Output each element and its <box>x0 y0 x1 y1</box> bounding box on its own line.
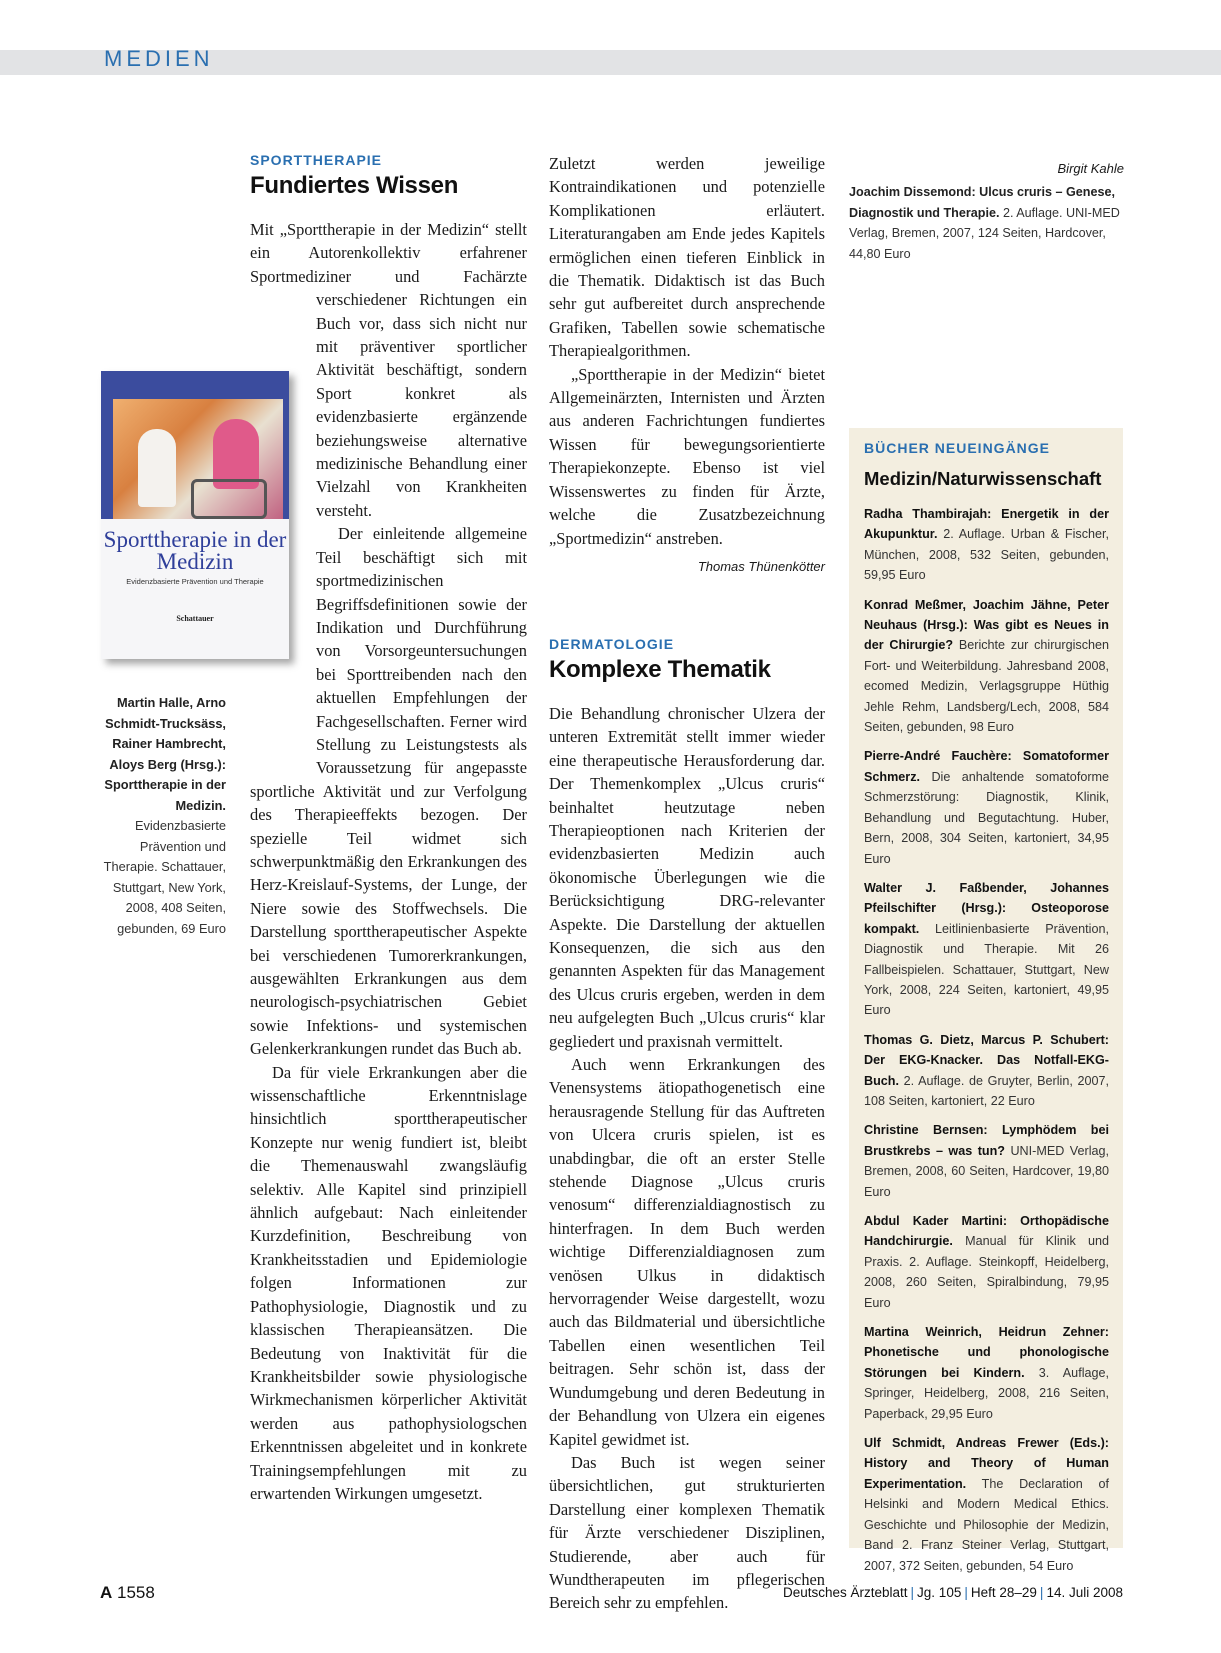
book-entry-details: Berichte zur chirurgischen Fort- und Weiterbildung. Jahresband 2008, ecomed Medizin, Verlagsgruppe Hüthig Jehle Rehm, Landsberg/Lech, 2008, 584 Seiten, gebunden, 98 Euro <box>864 638 1109 735</box>
review1-kicker: SPORTTHERAPIE <box>250 152 383 168</box>
page-number-value: 1558 <box>117 1583 155 1602</box>
column-3 <box>849 152 1124 264</box>
book-entry-title: Thomas G. Dietz, Marcus P. Schubert: Der EKG-Knacker. Das Notfall-EKG-Buch. <box>864 1032 1109 1088</box>
book-entry-details: 3. Auflage, Springer, Heidelberg, 2008, 216 Seiten, Paperback, 29,95 Euro <box>864 1365 1109 1421</box>
review1-paragraph: Der einleitende allgemeine Teil beschäftigt sich mit sportmedizinischen Begriffsdefinitionen sowie der Indikation und Durchführung von Vorsorgeuntersuchungen bei Sporttreibenden nach den aktuellen Empfehlungen der Fachgesellschaften. Ferner wird Stellung zu Leistungstests als Voraussetzung für angepasste sportliche Aktivität und zur Verfolgung des Therapieeffekts bezogen. Der spezielle Teil widmet sich schwerpunktmäßig den Erkrankungen des Herz-Kreislauf-Systems, der Lunge, der Niere sowie des Stoffwechsels. Die Darstellung sporttherapeutischer Aspekte bei verschiedenen Tumorerkrankungen, ausgewählten Erkrankungen aus dem neurologisch-psychiatrischen Gebiet sowie Infektions- und systemischen Gelenkerkrankungen rundet das Buch ab. <box>250 524 527 1059</box>
book-entry-details: Manual für Klinik und Praxis. 2. Auflage. Steinkopff, Heidelberg, 2008, 260 Seiten, Spiralbindung, 79,95 Euro <box>864 1234 1110 1310</box>
book-entry <box>864 504 1109 586</box>
books-title: Medizin/Naturwissenschaft <box>864 468 1102 489</box>
cover-publisher: Schattauer <box>176 614 214 623</box>
book-entry-title: Walter J. Faßbender, Johannes Pfeilschifter (Hrsg.): Osteoporose kompakt. <box>864 880 1109 936</box>
book-entry <box>864 1322 1109 1424</box>
book-entry-title: Pierre-André Fauchère: Somatoformer Schmerz. <box>864 749 1109 784</box>
journal-date: 14. Juli 2008 <box>1046 1585 1123 1600</box>
review2-ref-details: 2. Auflage. UNI-MED Verlag, Bremen, 2007, 124 Seiten, Hardcover, 44,80 Euro <box>849 205 1120 261</box>
new-books-box <box>849 428 1123 1573</box>
book-entry <box>864 878 1109 1021</box>
book-entry-details: 2. Auflage. Urban & Fischer, München, 2008, 532 Seiten, gebunden, 59,95 Euro <box>864 527 1109 583</box>
review1-continued <box>549 152 825 574</box>
book-entry-title: Ulf Schmidt, Andreas Frewer (Eds.): History and Theory of Human Experimentation. <box>864 1436 1109 1491</box>
review2-paragraph: Auch wenn Erkrankungen des Venensystems ätiopathogenetisch eine herausragende Stellung für das Auftreten von Ulcera cruris spielen, ist es unabdingbar, die oft an erster Stelle stehende Diagnose „Ulcus cruris venosum“ differenzialdiagnostisch zu hinterfragen. In dem Buch werden wichtige Differenzialdiagnosen zum venösen Ulkus in didaktisch hervorragender Weise dargestellt, wozu auch das Bildmaterial und übersichtliche Tabellen einen wesentlichen Teil beitragen. Sehr schön ist, dass der Wundumgebung und deren Bedeutung in der Behandlung von Ulzera ein eigenes Kapitel gewidmet ist. <box>549 1055 825 1449</box>
section-label: MEDIEN <box>104 46 214 71</box>
column-2 <box>549 152 825 1615</box>
cover-title: Sporttherapie in der Medizin <box>103 527 287 574</box>
book-entry <box>864 1433 1109 1576</box>
caption-bold: Martin Halle, Arno Schmidt-Trucksäss, Rainer Hambrecht, Aloys Berg (Hrsg.): Sporttherapie in der Medizin. <box>104 695 226 813</box>
book-entry <box>864 1030 1109 1112</box>
review1-paragraph-text: „Sporttherapie in der Medizin“ bietet Allgemeinärzten, Internisten und Ärzten aus anderen Fachrichtungen fundiertes Wissen für bewegungsorientierte Therapiekonzepte. Ebenso ist viel Wissenswertes zu finden für Ärzte, welche die Zusatzbezeichnung „Sportmedizin“ anstreben. <box>549 364 825 548</box>
review2-ref-bold: Joachim Dissemond: Ulcus cruris – Genese, Diagnostik und Therapie. <box>849 185 1115 220</box>
review1-paragraph: Da für viele Erkrankungen aber die wissenschaftliche Erkenntnislage hinsichtlich sporttherapeutischer Konzepte nur wenig fundiert ist, bleibt die Themenauswahl zwangsläufig selektiv. Alle Kapitel sind prinzipiell ähnlich aufgebaut: Nach einleitender Kurzdefinition, Beschreibung von Krankheitsstadien und Epidemiologie folgen Informationen zur Pathophysiologie, Diagnostik und zu klassischen Therapieansätzen. Die Bedeutung von Inaktivität für die Krankheitsbilder sowie physiologische Wirkmechanismen körperlicher Aktivität werden aus pathophysiologschen Erkenntnissen abgeleitet und in konkrete Trainingsempfehlungen mit zu erwartenden Wirkungen umgesetzt. <box>250 1062 527 1503</box>
review2-title: Komplexe Thematik <box>549 655 771 683</box>
book-entry-details: Leitlinienbasierte Prävention, Diagnostik und Therapie. Mit 26 Fallbeispielen. Schattauer, Stuttgart, New York, 2008, 224 Seiten, kartoniert, 49,95 Euro <box>864 921 1109 1018</box>
book-entry <box>864 746 1109 868</box>
journal-issue: Heft 28–29 <box>970 1585 1037 1600</box>
book-entry-title: Abdul Kader Martini: Orthopädische Handchirurgie. <box>864 1214 1109 1249</box>
book-entry <box>864 595 1109 738</box>
page-number <box>100 1583 155 1603</box>
review1-title: Fundiertes Wissen <box>250 172 459 199</box>
review1-body <box>250 218 527 1505</box>
journal-name: Deutsches Ärzteblatt <box>782 1585 908 1600</box>
review1-paragraph <box>549 363 825 574</box>
book-entry-title: Radha Thambirajah: Energetik in der Akupunktur. <box>864 507 1109 542</box>
review1-paragraph: Mit „Sporttherapie in der Medizin“ stellt ein Autorenkollektiv erfahrener Sportmediziner und Fachärzte verschiedener Richtungen ein Buch vor, dass sich nicht nur mit präventiver sportlicher Aktivität beschäftigt, sondern Sport konkret als evidenzbasierte ergänzende beziehungsweise alternative medizinische Behandlung einer Vielzahl von Krankheiten versteht. <box>250 220 527 520</box>
review2-paragraph: Das Buch ist wegen seiner übersichtlichen, gut strukturierten Darstellung einer komplexen Thematik für Ärzte verschiedener Disziplinen, Studierende, aber auch für Wundtherapeuten im pflegerischen Bereich sehr zu empfehlen. <box>549 1452 825 1613</box>
review2-body <box>549 702 825 1615</box>
review2-author: Birgit Kahle <box>1057 161 1124 176</box>
cover-subtitle: Evidenzbasierte Prävention und Therapie <box>126 577 264 586</box>
book-entry-details: The Declaration of Helsinki and Modern Medical Ethics. Geschichte und Philosophie der Medizin, Band 2. Franz Steiner Verlag, Stuttgart, 2007, 372 Seiten, gebunden, 54 Euro <box>864 1476 1110 1573</box>
book-entry-title: Christine Bernsen: Lymphödem bei Brustkrebs – was tun? <box>864 1123 1109 1158</box>
caption-details: Evidenzbasierte Prävention und Therapie. Schattauer, Stuttgart, New York, 2008, 408 Seiten, gebunden, 69 Euro <box>103 818 226 936</box>
journal-info: Deutsches Ärzteblatt | Jg. 105 | Heft 28–29 | 14. Juli 2008 <box>782 1585 1123 1600</box>
review2-kicker: DERMATOLOGIE <box>549 635 675 652</box>
books-kicker: BÜCHER NEUEINGÄNGE <box>864 440 1051 456</box>
journal-volume: Jg. 105 <box>917 1585 962 1600</box>
book-caption <box>86 693 226 939</box>
book-entry-details: UNI-MED Verlag, Bremen, 2008, 60 Seiten, Hardcover, 19,80 Euro <box>864 1143 1109 1199</box>
book-entry-details: Die anhaltende somatoforme Schmerzstörung: Diagnostik, Klinik, Behandlung und Begutachtung. Huber, Bern, 2008, 304 Seiten, kartoniert, 34,95 Euro <box>864 769 1110 866</box>
book-entry <box>864 1120 1109 1202</box>
review1-paragraph: Zuletzt werden jeweilige Kontraindikationen und potenzielle Komplikationen erläutert. Literaturangaben am Ende jedes Kapitels ermöglichen einen tieferen Einblick in die Thematik. Didaktisch ist das Buch sehr gut aufbereitet durch ansprechende Grafiken, Tabellen sowie schematische Therapiealgorithmen. <box>549 154 825 361</box>
book-entry <box>864 1211 1109 1313</box>
book-entry-details: 2. Auflage. de Gruyter, Berlin, 2007, 108 Seiten, kartoniert, 22 Euro <box>864 1073 1110 1108</box>
book-entry-title: Konrad Meßmer, Joachim Jähne, Peter Neuhaus (Hrsg.): Was gibt es Neues in der Chirurgie? <box>864 597 1109 653</box>
book-entry-title: Martina Weinrich, Heidrun Zehner: Phonetische und phonologische Störungen bei Kindern. <box>864 1325 1109 1380</box>
review2-book-reference <box>849 182 1124 264</box>
review2-paragraph: Die Behandlung chronischer Ulzera der unteren Extremität stellt immer wieder eine therapeutische Herausforderung dar. Der Themenkomplex „Ulcus cruris“ beinhaltet heutzutage neben Therapieoptionen nach Kriterien der evidenzbasierten Medizin auch ökonomische Überlegungen wie die Berücksichtigung DRG-relevanter Aspekte. Die Darstellung der aktuellen Konsequenzen, die sich aus den genannten Aspekten für das Management des Ulcus cruris ergeben, werden in dem neu aufgelegten Buch „Ulcus cruris“ klar gegliedert und praxisnah vermittelt. <box>549 703 825 1051</box>
page-prefix: A <box>100 1583 113 1602</box>
books-list <box>864 504 1109 1576</box>
review1-author: Thomas Thünenkötter <box>697 558 825 574</box>
column-1 <box>250 152 527 1505</box>
